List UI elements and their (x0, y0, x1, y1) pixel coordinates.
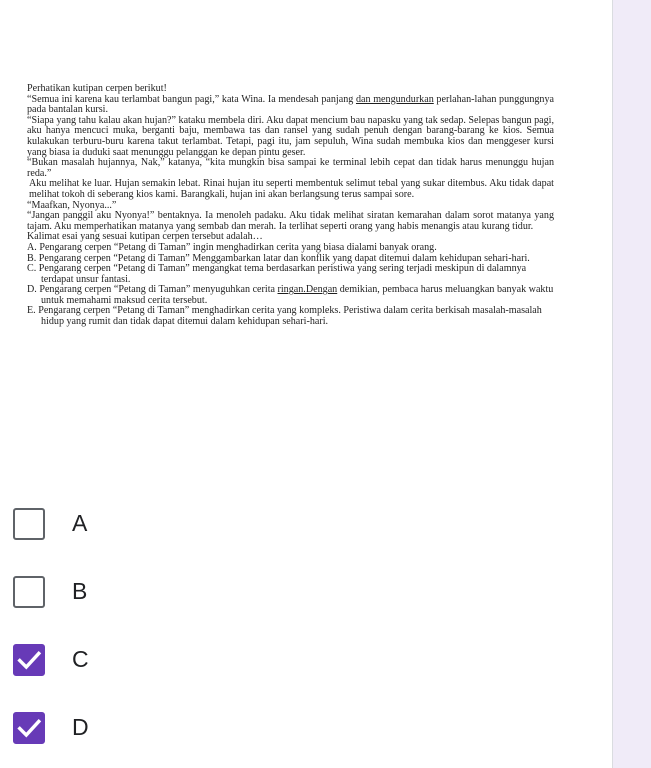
checkbox-d[interactable] (13, 712, 45, 744)
option-text-e: E. Pengarang cerpen “Petang di Taman” menghadirkan cerita yang kompleks. Peristiwa dalam cerita berkisah masalah-masalah hidup yang rumit dan tidak dapat ditemui dalam kehidupan sehari-hari. (27, 305, 542, 328)
story-paragraph-3: “Bukan masalah hujannya, Nak,” katanya, “kita mungkin bisa sampai ke terminal lebih cepat dan tidak harus menunggu hujan reda.” (27, 157, 554, 179)
story-text: perlahan-lahan punggungnya pada bantalan kursi. (27, 93, 555, 116)
story-paragraph-2: “Siapa yang tahu kalau akan hujan?” kataku membela diri. Aku dapat mencium bau napasku yang tak sedap. Selepas bangun pagi, aku hanya mencuci muka, berganti baju, membawa tas dan ransel yang sudah penuh dengan barang-barang ke kios. Semua kulakukan terburu-buru karena takut terlambat. Tetapi, pagi itu, jam sepuluh, Wina sudah membuka kios dan menggeser kursi yang biasa ia duduki saat menunggu pelanggan ke depan pintu geser. (27, 114, 554, 158)
answer-choices (13, 508, 89, 768)
choice-d[interactable] (13, 712, 89, 768)
underlined-text: dan mengundurkan (355, 93, 434, 105)
question-prompt: Kalimat esai yang sesuai kutipan cerpen tersebut adalah… (27, 231, 263, 243)
option-text-c: C. Pengarang cerpen “Petang di Taman” mengangkat tema berdasarkan peristiwa yang sering terjadi meskipun di dalamnya terdapat unsur fantasi. (27, 263, 527, 285)
story-paragraph-1 (27, 95, 554, 116)
option-text-b: B. Pengarang cerpen “Petang di Taman” Menggambarkan latar dan konflik yang dapat ditemui dalam kehidupan sehari-hari. (27, 252, 530, 264)
option-text: D. Pengarang cerpen “Petang di Taman” menyuguhkan cerita (27, 284, 278, 296)
story-paragraph-4: Aku melihat ke luar. Hujan semakin lebat. Rinai hujan itu seperti membentuk selimut tebal yang sukar ditembus. Aku tidak dapat melihat tokoh di seberang kios kami. Barangkali, hujan ini akan berlangsung terus sampai sore. (29, 178, 554, 200)
story-text: “Semua ini karena kau terlambat bangun pagi,” kata Wina. Ia mendesah panjang (27, 93, 356, 105)
option-text-d (27, 285, 554, 306)
checkmark-icon (16, 715, 42, 741)
choice-label-c: C (72, 646, 89, 672)
choice-label-a: A (72, 510, 88, 536)
option-text: demikian, pembaca harus meluangkan banyak waktu untuk memahami maksud cerita tersebut. (41, 284, 554, 306)
checkbox-b[interactable] (13, 576, 45, 608)
checkmark-icon (16, 647, 42, 673)
checkbox-a[interactable] (13, 508, 45, 540)
choice-label-d: D (72, 714, 89, 740)
option-text-a: A. Pengarang cerpen “Petang di Taman” ingin menghadirkan cerita yang biasa dialami banyak orang. (27, 241, 437, 253)
choice-label-b: B (72, 578, 88, 604)
story-paragraph-5: “Maafkan, Nyonya...” (27, 199, 117, 211)
choice-b[interactable] (13, 576, 89, 644)
underlined-text: ringan.Dengan (277, 284, 338, 296)
choice-c[interactable] (13, 644, 89, 712)
choice-a[interactable] (13, 508, 89, 576)
question-text (27, 84, 554, 328)
checkbox-c[interactable] (13, 644, 45, 676)
story-paragraph-6: “Jangan panggil aku Nyonya!” bentaknya. Ia menoleh padaku. Aku tidak melihat siratan kemarahan dalam sorot matanya yang tajam. Aku memperhatikan matanya yang sembab dan merah. Ia terlihat seperti orang yang habis menangis atau kurang tidur. (27, 210, 554, 232)
question-intro: Perhatikan kutipan cerpen berikut! (27, 83, 167, 94)
